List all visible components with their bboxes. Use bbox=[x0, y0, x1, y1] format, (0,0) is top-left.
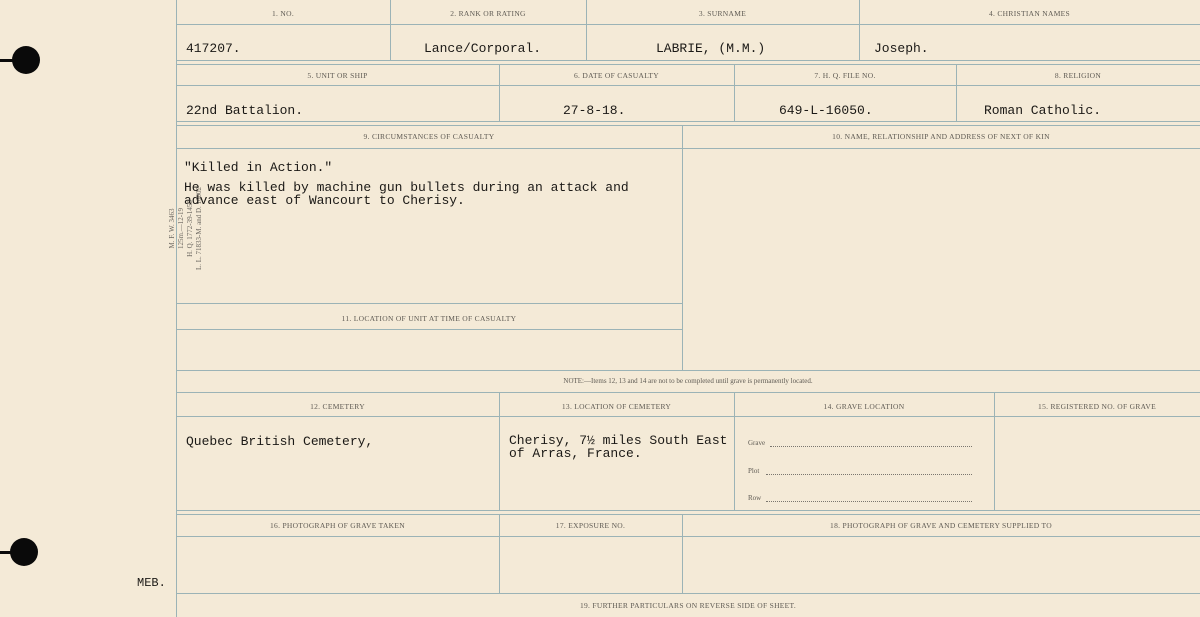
label-religion: 8. RELIGION bbox=[1054, 71, 1102, 80]
row-field-label: Row bbox=[748, 494, 762, 502]
label-no: 1. NO. bbox=[271, 9, 294, 18]
label-location-unit: 11. LOCATION OF UNIT AT TIME OF CASUALTY bbox=[341, 314, 517, 323]
value-location-cemetery-line2: of Arras, France. bbox=[509, 446, 642, 461]
label-christian-names: 4. CHRISTIAN NAMES bbox=[988, 9, 1071, 18]
label-rank: 2. RANK OR RATING bbox=[450, 9, 526, 18]
row-field-line bbox=[766, 501, 972, 502]
binder-hole-top bbox=[12, 46, 40, 74]
grave-field-label: Grave bbox=[748, 439, 766, 447]
label-exposure: 17. EXPOSURE NO. bbox=[555, 521, 626, 530]
form-print-info: M. F. W. 3463 125m.—12-19 H. Q. 1772-39-1458 L. L. 71833-M. and D. 16002 bbox=[168, 186, 203, 270]
label-surname: 3. SURNAME bbox=[698, 9, 747, 18]
value-date-casualty: 27-8-18. bbox=[563, 103, 626, 118]
value-christian-names: Joseph. bbox=[874, 41, 929, 56]
value-unit: 22nd Battalion. bbox=[186, 103, 304, 118]
value-cemetery: Quebec British Cemetery, bbox=[186, 434, 374, 449]
label-further-particulars: 19. FURTHER PARTICULARS ON REVERSE SIDE OF SHEET. bbox=[579, 601, 797, 610]
label-unit: 5. UNIT OR SHIP bbox=[307, 71, 368, 80]
label-hq-file: 7. H. Q. FILE NO. bbox=[814, 71, 876, 80]
value-religion: Roman Catholic. bbox=[984, 103, 1102, 118]
value-location-cemetery-line1: Cherisy, 7½ miles South East bbox=[509, 433, 728, 448]
value-surname: LABRIE, (M.M.) bbox=[656, 41, 766, 56]
plot-field-label: Plot bbox=[748, 467, 760, 475]
label-next-of-kin: 10. NAME, RELATIONSHIP AND ADDRESS OF NEXT OF KIN bbox=[832, 132, 1050, 141]
value-circumstances-line2: He was killed by machine gun bullets during an attack and bbox=[184, 180, 629, 195]
value-hq-file: 649-L-16050. bbox=[779, 103, 873, 118]
value-no: 417207. bbox=[186, 41, 241, 56]
clerk-initials: MEB. bbox=[137, 576, 166, 590]
label-circumstances: 9. CIRCUMSTANCES OF CASUALTY bbox=[363, 132, 495, 141]
note-items: NOTE:—Items 12, 13 and 14 are not to be completed until grave is permanently located. bbox=[563, 377, 813, 385]
label-registered-no: 15. REGISTERED NO. OF GRAVE bbox=[1038, 402, 1156, 411]
label-photo-supplied: 18. PHOTOGRAPH OF GRAVE AND CEMETERY SUPPLIED TO bbox=[830, 521, 1052, 530]
label-cemetery: 12. CEMETERY bbox=[310, 402, 365, 411]
label-date-casualty: 6. DATE OF CASUALTY bbox=[573, 71, 659, 80]
grave-field-line bbox=[770, 446, 972, 447]
binder-hole-bottom bbox=[10, 538, 38, 566]
value-circumstances-line3: advance east of Wancourt to Cherisy. bbox=[184, 193, 465, 208]
label-location-cemetery: 13. LOCATION OF CEMETERY bbox=[561, 402, 672, 411]
label-photo-taken: 16. PHOTOGRAPH OF GRAVE TAKEN bbox=[270, 521, 405, 530]
value-rank: Lance/Corporal. bbox=[424, 41, 542, 56]
label-grave-location: 14. GRAVE LOCATION bbox=[823, 402, 905, 411]
plot-field-line bbox=[766, 474, 972, 475]
value-circumstances-line1: "Killed in Action." bbox=[184, 160, 333, 175]
